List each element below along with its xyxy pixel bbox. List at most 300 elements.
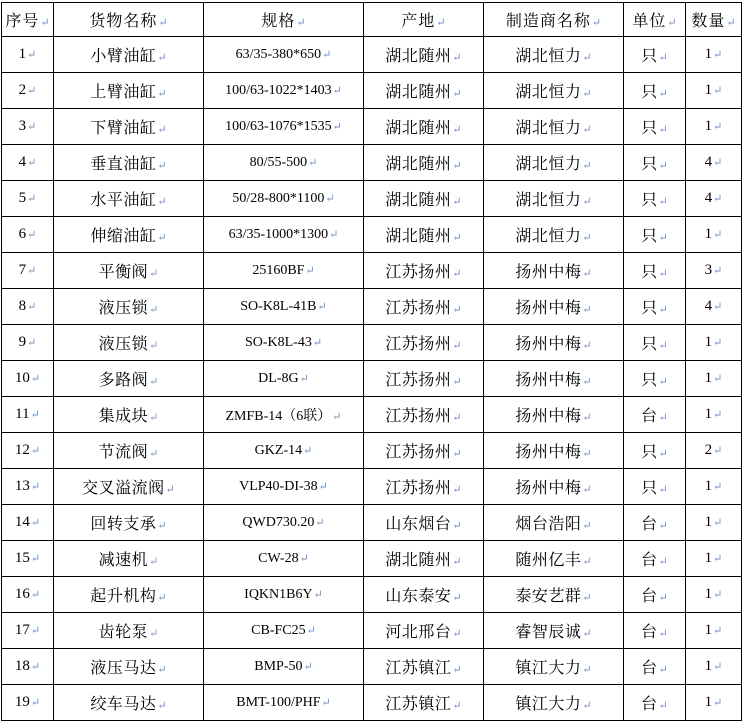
cell-no-text: 9 (18, 334, 27, 350)
cell-name (54, 181, 204, 217)
cell-origin (364, 541, 484, 577)
cell-origin-text: 江苏扬州 (385, 408, 452, 425)
cell-maker (484, 73, 624, 109)
paragraph-mark-icon: ↵ (713, 625, 723, 637)
paragraph-mark-icon: ↵ (27, 157, 37, 169)
paragraph-mark-icon: ↵ (452, 412, 462, 424)
cell-no-text: 13 (14, 478, 30, 494)
paragraph-mark-icon: ↵ (30, 517, 41, 529)
cell-maker-text: 湖北恒力 (515, 84, 582, 101)
cell-name (54, 325, 204, 361)
cell-maker (484, 181, 624, 217)
cell-qty (686, 577, 742, 613)
paragraph-mark-icon: ↵ (452, 628, 462, 640)
paragraph-mark-icon: ↵ (582, 376, 592, 388)
cell-no (2, 361, 54, 397)
paragraph-mark-icon: ↵ (582, 484, 592, 496)
paragraph-mark-icon: ↵ (303, 661, 313, 673)
paragraph-mark-icon: ↵ (149, 268, 159, 280)
cell-maker (484, 253, 624, 289)
cell-no (2, 685, 54, 721)
cell-spec (204, 613, 364, 649)
paragraph-mark-icon: ↵ (713, 409, 723, 421)
header-cell-origin: 产地↵ (364, 3, 484, 37)
cell-unit-text: 只 (641, 120, 658, 137)
paragraph-mark-icon: ↵ (157, 664, 167, 676)
cell-spec (204, 577, 364, 613)
paragraph-mark-icon: ↵ (582, 340, 592, 352)
paragraph-mark-icon: ↵ (452, 88, 462, 100)
paragraph-mark-icon: ↵ (317, 301, 327, 313)
cell-maker (484, 649, 624, 685)
cell-maker-text: 睿智辰诚 (515, 624, 582, 641)
cell-origin (364, 649, 484, 685)
cell-unit (624, 397, 686, 433)
paragraph-mark-icon: ↵ (713, 49, 723, 61)
cell-name-text: 减速机 (98, 552, 149, 569)
paragraph-mark-icon: ↵ (30, 481, 41, 493)
paragraph-mark-icon: ↵ (582, 232, 592, 244)
cell-qty (686, 289, 742, 325)
paragraph-mark-icon: ↵ (149, 412, 159, 424)
cell-unit-text: 台 (641, 516, 658, 533)
paragraph-mark-icon: ↵ (452, 232, 462, 244)
cell-spec-text: CB-FC25 (251, 623, 306, 638)
table-row (2, 433, 742, 469)
cell-name-text: 下臂油缸 (90, 120, 157, 137)
cell-no-text: 11 (15, 406, 30, 422)
paragraph-mark-icon: ↵ (157, 160, 167, 172)
paragraph-mark-icon: ↵ (658, 592, 668, 604)
paragraph-mark-icon: ↵ (157, 52, 167, 64)
cell-no (2, 145, 54, 181)
cell-origin-text: 江苏扬州 (385, 336, 452, 353)
cell-spec (204, 181, 364, 217)
cell-qty (686, 685, 742, 721)
cell-maker-text: 湖北恒力 (515, 120, 582, 137)
paragraph-mark-icon: ↵ (658, 160, 668, 172)
cell-maker-text: 湖北恒力 (515, 228, 582, 245)
table-row (2, 289, 742, 325)
paragraph-mark-icon: ↵ (40, 17, 50, 29)
cell-spec-text: SO-K8L-43 (244, 335, 312, 350)
cell-origin (364, 577, 484, 613)
header-cell-qty: 数量↵ (686, 3, 742, 37)
cell-unit (624, 109, 686, 145)
cell-spec (204, 325, 364, 361)
paragraph-mark-icon: ↵ (582, 52, 592, 64)
cell-unit (624, 577, 686, 613)
cell-origin-text: 江苏扬州 (385, 300, 452, 317)
cell-qty-text: 1 (704, 550, 713, 566)
paragraph-mark-icon: ↵ (582, 412, 592, 424)
cell-maker-text: 扬州中梅 (515, 408, 582, 425)
cell-qty-text: 1 (704, 226, 713, 242)
paragraph-mark-icon: ↵ (149, 304, 159, 316)
cell-spec (204, 145, 364, 181)
cell-no-text: 16 (14, 586, 30, 602)
cell-origin-text: 湖北随州 (385, 84, 452, 101)
cell-maker (484, 541, 624, 577)
header-cell-maker: 制造商名称↵ (484, 3, 624, 37)
paragraph-mark-icon: ↵ (658, 88, 668, 100)
paragraph-mark-icon: ↵ (315, 517, 325, 529)
cell-unit-text: 只 (641, 84, 658, 101)
cell-spec-text: GKZ-14 (254, 443, 303, 458)
cell-unit (624, 253, 686, 289)
cell-name (54, 397, 204, 433)
cell-qty (686, 109, 742, 145)
paragraph-mark-icon: ↵ (658, 664, 668, 676)
header-cell-spec: 规格↵ (204, 3, 364, 37)
cell-name-text: 齿轮泵 (98, 624, 149, 641)
cell-maker-text: 镇江大力 (515, 660, 582, 677)
cell-qty-text: 1 (704, 478, 713, 494)
cell-origin (364, 73, 484, 109)
cell-spec (204, 73, 364, 109)
cell-name-text: 水平油缸 (90, 192, 157, 209)
cell-maker-text: 扬州中梅 (515, 372, 582, 389)
paragraph-mark-icon: ↵ (713, 553, 723, 565)
paragraph-mark-icon: ↵ (27, 121, 37, 133)
cell-name (54, 253, 204, 289)
paragraph-mark-icon: ↵ (30, 661, 41, 673)
paragraph-mark-icon: ↵ (165, 484, 175, 496)
cell-name (54, 649, 204, 685)
cell-maker (484, 397, 624, 433)
cell-origin-text: 江苏扬州 (385, 264, 452, 281)
cell-maker (484, 325, 624, 361)
cell-maker-text: 镇江大力 (515, 696, 582, 713)
paragraph-mark-icon: ↵ (299, 373, 309, 385)
paragraph-mark-icon: ↵ (658, 700, 668, 712)
cell-name-text: 回转支承 (90, 516, 157, 533)
cell-name (54, 685, 204, 721)
paragraph-mark-icon: ↵ (667, 17, 677, 29)
cell-unit-text: 只 (641, 336, 658, 353)
cell-qty (686, 541, 742, 577)
paragraph-mark-icon: ↵ (332, 410, 342, 423)
cell-spec (204, 109, 364, 145)
paragraph-mark-icon: ↵ (582, 664, 592, 676)
cell-origin (364, 505, 484, 541)
cell-qty-text: 1 (704, 622, 713, 638)
cell-name (54, 577, 204, 613)
cell-spec-text: QWD730.20 (242, 515, 315, 530)
cell-no-text: 1 (18, 46, 27, 62)
paragraph-mark-icon: ↵ (30, 553, 41, 565)
table-row (2, 397, 742, 433)
cell-name-text: 多路阀 (98, 372, 149, 389)
paragraph-mark-icon: ↵ (591, 17, 602, 29)
paragraph-mark-icon: ↵ (30, 373, 41, 385)
cell-no-text: 18 (14, 658, 30, 674)
cell-unit-text: 只 (641, 156, 658, 173)
cell-qty (686, 649, 742, 685)
cell-spec-text: 63/35-1000*1300 (228, 227, 329, 242)
paragraph-mark-icon: ↵ (322, 49, 332, 61)
paragraph-mark-icon: ↵ (296, 17, 306, 29)
cell-origin (364, 145, 484, 181)
paragraph-mark-icon: ↵ (30, 589, 41, 601)
cell-unit-text: 只 (641, 228, 658, 245)
cell-qty (686, 217, 742, 253)
cell-origin (364, 397, 484, 433)
paragraph-mark-icon: ↵ (582, 124, 592, 136)
paragraph-mark-icon: ↵ (582, 556, 592, 568)
cell-maker (484, 469, 624, 505)
paragraph-mark-icon: ↵ (658, 556, 668, 568)
cell-maker (484, 109, 624, 145)
cell-unit (624, 685, 686, 721)
cell-maker (484, 289, 624, 325)
cell-maker (484, 613, 624, 649)
cell-qty-text: 1 (704, 82, 713, 98)
cell-no-text: 4 (18, 154, 27, 170)
paragraph-mark-icon: ↵ (658, 484, 668, 496)
paragraph-mark-icon: ↵ (149, 556, 159, 568)
cell-name (54, 109, 204, 145)
paragraph-mark-icon: ↵ (582, 268, 592, 280)
cell-qty-text: 1 (704, 370, 713, 386)
table-body (2, 37, 742, 721)
paragraph-mark-icon: ↵ (452, 304, 462, 316)
cell-unit (624, 433, 686, 469)
cell-no-text: 14 (14, 514, 30, 530)
paragraph-mark-icon: ↵ (658, 340, 668, 352)
cell-no (2, 217, 54, 253)
cell-no (2, 649, 54, 685)
cell-spec-text: 100/63-1022*1403 (225, 83, 332, 98)
paragraph-mark-icon: ↵ (713, 517, 723, 529)
paragraph-mark-icon: ↵ (658, 52, 668, 64)
paragraph-mark-icon: ↵ (726, 17, 736, 29)
cell-origin (364, 253, 484, 289)
cell-spec (204, 397, 364, 433)
cell-origin-text: 江苏镇江 (385, 696, 452, 713)
cell-origin-text: 湖北随州 (385, 48, 452, 65)
paragraph-mark-icon: ↵ (436, 17, 446, 29)
table-row (2, 685, 742, 721)
cell-spec-text: IQKN1B6Y (244, 587, 313, 602)
cell-unit-text: 只 (641, 192, 658, 209)
cell-name (54, 145, 204, 181)
cell-spec (204, 649, 364, 685)
cell-maker-text: 扬州中梅 (515, 444, 582, 461)
cell-unit (624, 37, 686, 73)
cell-qty (686, 181, 742, 217)
cell-unit-text: 只 (641, 372, 658, 389)
cell-origin (364, 613, 484, 649)
cell-spec (204, 289, 364, 325)
table-row (2, 73, 742, 109)
cell-maker (484, 145, 624, 181)
paragraph-mark-icon: ↵ (329, 229, 339, 241)
cell-origin (364, 109, 484, 145)
paragraph-mark-icon: ↵ (306, 625, 316, 637)
paragraph-mark-icon: ↵ (658, 448, 668, 460)
table-row (2, 145, 742, 181)
cell-name-text: 液压锁 (98, 336, 149, 353)
paragraph-mark-icon: ↵ (157, 196, 167, 208)
cell-spec-text: 63/35-380*650 (235, 47, 322, 62)
cell-no-text: 6 (18, 226, 27, 242)
cell-maker (484, 37, 624, 73)
paragraph-mark-icon: ↵ (713, 85, 723, 97)
cell-unit (624, 469, 686, 505)
paragraph-mark-icon: ↵ (305, 265, 315, 277)
cell-qty-text: 1 (704, 406, 713, 422)
cell-maker-text: 随州亿丰 (515, 552, 582, 569)
cell-name (54, 217, 204, 253)
cell-spec-text: 80/55-500 (249, 155, 308, 170)
cell-origin-text: 湖北随州 (385, 552, 452, 569)
paragraph-mark-icon: ↵ (149, 376, 159, 388)
cell-no (2, 505, 54, 541)
paragraph-mark-icon: ↵ (713, 301, 723, 313)
cell-origin-text: 江苏扬州 (385, 444, 452, 461)
cell-no (2, 37, 54, 73)
paragraph-mark-icon: ↵ (452, 196, 462, 208)
cell-no (2, 541, 54, 577)
cell-spec-text: SO-K8L-41B (240, 299, 317, 314)
cell-unit-text: 只 (641, 48, 658, 65)
table-row (2, 37, 742, 73)
cell-name-text: 液压马达 (90, 660, 157, 677)
cell-unit (624, 289, 686, 325)
cell-origin (364, 433, 484, 469)
paragraph-mark-icon: ↵ (582, 88, 592, 100)
cell-unit (624, 73, 686, 109)
cell-maker-text: 湖北恒力 (515, 192, 582, 209)
cell-spec-text: BMP-50 (254, 659, 303, 674)
paragraph-mark-icon: ↵ (713, 337, 723, 349)
paragraph-mark-icon: ↵ (582, 196, 592, 208)
cell-no-text: 2 (18, 82, 27, 98)
cell-origin (364, 685, 484, 721)
cell-maker-text: 扬州中梅 (515, 300, 582, 317)
paragraph-mark-icon: ↵ (713, 661, 723, 673)
cell-origin-text: 江苏扬州 (385, 480, 452, 497)
header-cell-name: 货物名称↵ (54, 3, 204, 37)
paragraph-mark-icon: ↵ (452, 664, 462, 676)
paragraph-mark-icon: ↵ (582, 448, 592, 460)
cell-origin (364, 289, 484, 325)
table-row (2, 217, 742, 253)
cell-no (2, 73, 54, 109)
cell-spec-text: DL-8G (258, 371, 299, 386)
cell-qty-text: 4 (704, 298, 713, 314)
cell-unit-text: 只 (641, 444, 658, 461)
cell-maker-text: 扬州中梅 (515, 480, 582, 497)
paragraph-mark-icon: ↵ (452, 700, 462, 712)
cell-name (54, 505, 204, 541)
cell-origin (364, 37, 484, 73)
paragraph-mark-icon: ↵ (452, 592, 462, 604)
paragraph-mark-icon: ↵ (27, 265, 37, 277)
cell-spec-text: VLP40-DI-38 (239, 479, 318, 494)
cell-unit-text: 台 (641, 624, 658, 641)
cell-qty-text: 4 (704, 154, 713, 170)
cell-maker (484, 505, 624, 541)
paragraph-mark-icon: ↵ (30, 409, 40, 421)
cell-unit (624, 217, 686, 253)
cell-unit (624, 145, 686, 181)
paragraph-mark-icon: ↵ (318, 481, 328, 493)
cell-qty (686, 505, 742, 541)
cell-unit-text: 只 (641, 264, 658, 281)
paragraph-mark-icon: ↵ (30, 445, 41, 457)
paragraph-mark-icon: ↵ (658, 232, 668, 244)
paragraph-mark-icon: ↵ (332, 85, 342, 97)
cell-name (54, 73, 204, 109)
cell-maker (484, 685, 624, 721)
cell-no-text: 19 (14, 694, 30, 710)
cell-spec (204, 361, 364, 397)
cell-name-text: 液压锁 (98, 300, 149, 317)
cell-maker-text: 烟台浩阳 (515, 516, 582, 533)
table-row (2, 577, 742, 613)
cell-qty (686, 361, 742, 397)
table-row (2, 253, 742, 289)
cell-unit (624, 181, 686, 217)
cell-qty (686, 145, 742, 181)
paragraph-mark-icon: ↵ (312, 337, 323, 349)
cell-no-text: 7 (18, 262, 27, 278)
cell-maker (484, 361, 624, 397)
cell-name (54, 289, 204, 325)
cell-origin (364, 361, 484, 397)
cell-name-text: 交叉溢流阀 (82, 480, 165, 497)
paragraph-mark-icon: ↵ (452, 340, 462, 352)
cell-spec (204, 469, 364, 505)
cell-no-text: 5 (18, 190, 27, 206)
cell-spec (204, 685, 364, 721)
cell-no (2, 397, 54, 433)
paragraph-mark-icon: ↵ (713, 697, 723, 709)
cell-name-text: 上臂油缸 (90, 84, 157, 101)
cell-maker-text: 扬州中梅 (515, 264, 582, 281)
cell-spec (204, 541, 364, 577)
cell-maker-text: 湖北恒力 (515, 48, 582, 65)
table-row (2, 613, 742, 649)
cell-maker-text: 湖北恒力 (515, 156, 582, 173)
cell-maker (484, 577, 624, 613)
cell-spec (204, 505, 364, 541)
paragraph-mark-icon: ↵ (582, 700, 592, 712)
header-cell-no: 序号↵ (2, 3, 54, 37)
cell-name-text: 绞车马达 (90, 696, 157, 713)
cell-qty (686, 253, 742, 289)
cell-origin-text: 江苏扬州 (385, 372, 452, 389)
cell-unit (624, 613, 686, 649)
paragraph-mark-icon: ↵ (713, 157, 723, 169)
cell-no-text: 17 (14, 622, 30, 638)
table-row (2, 361, 742, 397)
cell-unit (624, 505, 686, 541)
paragraph-mark-icon: ↵ (452, 124, 462, 136)
cell-name (54, 613, 204, 649)
table-row (2, 469, 742, 505)
cell-qty-text: 1 (704, 46, 713, 62)
table-header-row (2, 3, 742, 37)
cell-qty-text: 1 (704, 118, 713, 134)
paragraph-mark-icon: ↵ (149, 340, 159, 352)
cell-spec (204, 433, 364, 469)
paragraph-mark-icon: ↵ (299, 553, 309, 565)
paragraph-mark-icon: ↵ (658, 520, 668, 532)
cell-name-text: 小臂油缸 (90, 48, 157, 65)
